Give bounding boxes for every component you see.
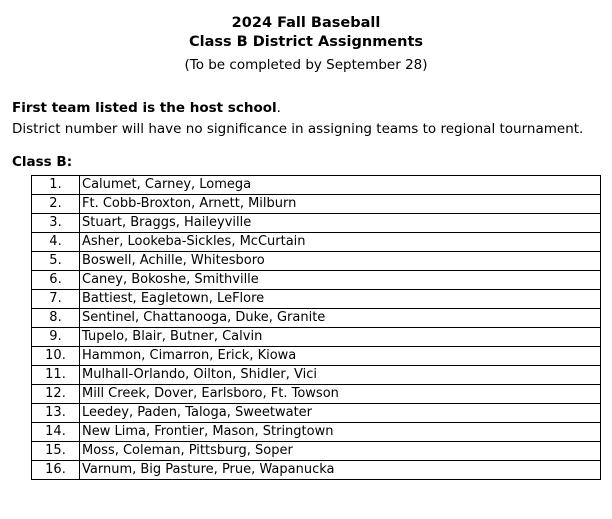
district-teams: Battiest, Eagletown, LeFlore xyxy=(80,290,601,309)
district-teams: Ft. Cobb-Broxton, Arnett, Milburn xyxy=(80,195,601,214)
table-row xyxy=(32,176,601,195)
table-row xyxy=(32,461,601,480)
table-row xyxy=(32,423,601,442)
district-number: 15. xyxy=(32,442,80,461)
table-row xyxy=(32,214,601,233)
district-teams: Hammon, Cimarron, Erick, Kiowa xyxy=(80,347,601,366)
table-row xyxy=(32,271,601,290)
district-number: 8. xyxy=(32,309,80,328)
district-number-note: District number will have no significance in assigning teams to regional tournament. xyxy=(12,121,584,137)
district-number: 2. xyxy=(32,195,80,214)
host-school-note-bold: First team listed is the host school xyxy=(12,100,277,116)
host-school-note xyxy=(12,99,602,118)
table-row xyxy=(32,385,601,404)
district-teams: Mill Creek, Dover, Earlsboro, Ft. Towson xyxy=(80,385,601,404)
table-row xyxy=(32,309,601,328)
district-number: 9. xyxy=(32,328,80,347)
district-teams: Moss, Coleman, Pittsburg, Soper xyxy=(80,442,601,461)
district-number: 14. xyxy=(32,423,80,442)
district-teams: Varnum, Big Pasture, Prue, Wapanucka xyxy=(80,461,601,480)
district-number: 13. xyxy=(32,404,80,423)
district-teams: Calumet, Carney, Lomega xyxy=(80,176,601,195)
district-number: 11. xyxy=(32,366,80,385)
table-row xyxy=(32,442,601,461)
district-number: 6. xyxy=(32,271,80,290)
page-subtitle: (To be completed by September 28) xyxy=(184,57,428,73)
district-teams: Caney, Bokoshe, Smithville xyxy=(80,271,601,290)
class-label: Class B: xyxy=(12,154,73,170)
district-number: 1. xyxy=(32,176,80,195)
district-number: 12. xyxy=(32,385,80,404)
host-school-note-period: . xyxy=(276,100,281,116)
district-teams: New Lima, Frontier, Mason, Stringtown xyxy=(80,423,601,442)
district-teams: Asher, Lookeba-Sickles, McCurtain xyxy=(80,233,601,252)
table-row xyxy=(32,252,601,271)
table-row xyxy=(32,347,601,366)
page-title-line-2: Class B District Assignments xyxy=(188,34,424,50)
district-number: 16. xyxy=(32,461,80,480)
page-title-line-1: 2024 Fall Baseball xyxy=(231,15,381,31)
intro-block xyxy=(10,99,602,139)
district-number: 3. xyxy=(32,214,80,233)
district-teams: Leedey, Paden, Taloga, Sweetwater xyxy=(80,404,601,423)
district-assignments-body xyxy=(32,176,601,480)
table-row xyxy=(32,328,601,347)
district-teams: Sentinel, Chattanooga, Duke, Granite xyxy=(80,309,601,328)
district-number: 7. xyxy=(32,290,80,309)
district-number: 5. xyxy=(32,252,80,271)
district-teams: Mulhall-Orlando, Oilton, Shidler, Vici xyxy=(80,366,601,385)
district-teams: Boswell, Achille, Whitesboro xyxy=(80,252,601,271)
district-assignments-table xyxy=(31,175,601,480)
district-number: 10. xyxy=(32,347,80,366)
table-row xyxy=(32,366,601,385)
table-row xyxy=(32,404,601,423)
district-teams: Tupelo, Blair, Butner, Calvin xyxy=(80,328,601,347)
district-number: 4. xyxy=(32,233,80,252)
table-row xyxy=(32,233,601,252)
document-title-block xyxy=(10,14,602,75)
district-teams: Stuart, Braggs, Haileyville xyxy=(80,214,601,233)
table-row xyxy=(32,195,601,214)
table-row xyxy=(32,290,601,309)
